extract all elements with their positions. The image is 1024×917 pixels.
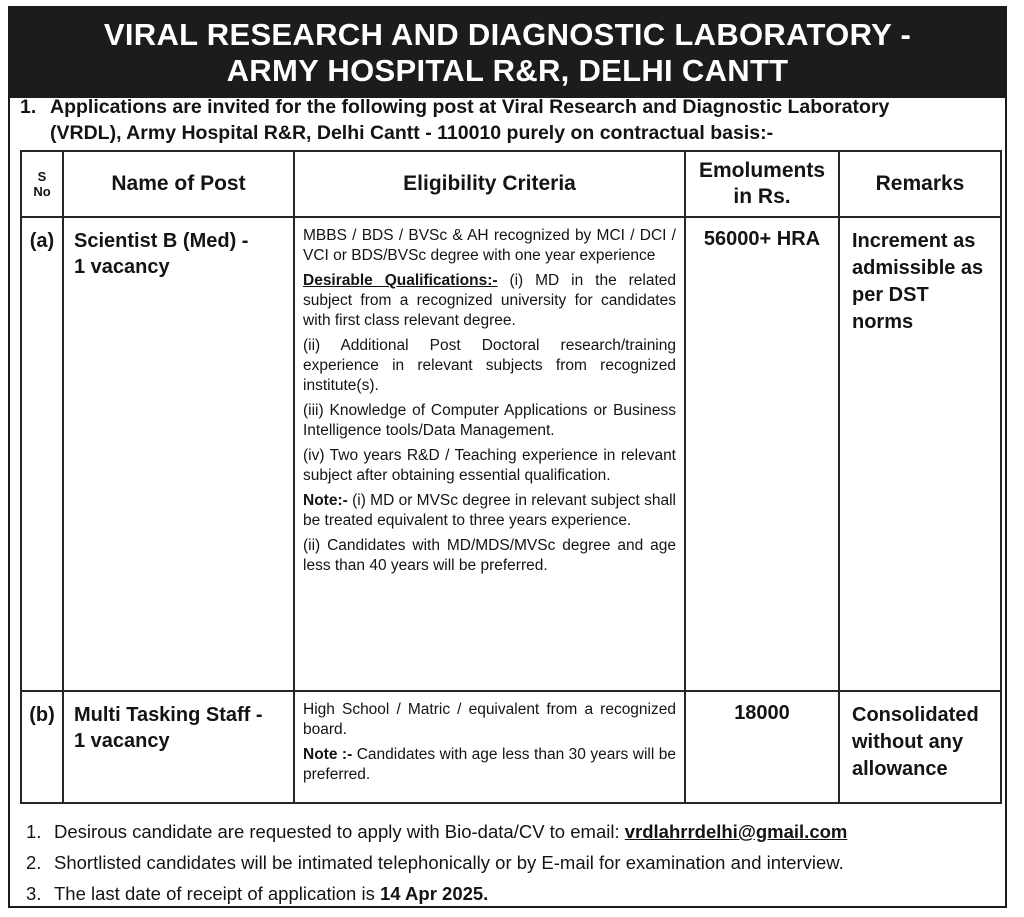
row-post: Scientist B (Med) - 1 vacancy: [63, 217, 294, 691]
criteria-note: Note:- (i) MD or MVSc degree in relevant subject shall be treated equivalent to three years experience.: [303, 492, 676, 529]
intro-line1: Applications are invited for the following post at Viral Research and Diagnostic Laboratory: [50, 96, 890, 118]
row-emoluments: 56000+ HRA: [685, 217, 839, 691]
criteria-essential: High School / Matric / equivalent from a recognized board.: [303, 701, 676, 738]
header-title-line2: ARMY HOSPITAL R&R, DELHI CANTT: [226, 53, 789, 88]
criteria-desirable: Desirable Qualifications:- (i) MD in the related subject from a recognized university for candidates with first class relevant degree.: [303, 272, 676, 329]
table-row: [21, 691, 1001, 803]
criteria-desirable-2: (ii) Additional Post Doctoral research/training experience in relevant subjects from recognized institute(s).: [303, 337, 676, 394]
criteria-desirable-4: (iv) Two years R&D / Teaching experience in relevant subject after obtaining essential qualification.: [303, 447, 676, 484]
row-remarks: Consolidated without any allowance: [839, 691, 1001, 803]
email-link[interactable]: vrdlahrrdelhi@gmail.com: [624, 821, 848, 842]
col-header-remarks: Remarks: [839, 151, 1001, 217]
col-header-emoluments: Emoluments in Rs.: [685, 151, 839, 217]
row-criteria: [294, 217, 685, 691]
criteria-note: Note :- Candidates with age less than 30 years will be preferred.: [303, 746, 677, 783]
list-item: 2. Shortlisted candidates will be intimated telephonically or by E-mail for examination and interview.: [26, 852, 844, 873]
row-emoluments: 18000: [685, 691, 839, 803]
last-date: 14 Apr 2025.: [380, 883, 489, 904]
list-item: 1. Desirous candidate are requested to apply with Bio-data/CV to email: vrdlahrrdelhi@gmail.com: [26, 821, 848, 842]
table-row: [21, 217, 1001, 691]
row-sno: (b): [21, 691, 63, 803]
intro-line2: (VRDL), Army Hospital R&R, Delhi Cantt - 110010 purely on contractual basis:-: [50, 122, 774, 144]
col-header-post: Name of Post: [63, 151, 294, 217]
advertisement: [8, 6, 1007, 908]
criteria-note-2: (ii) Candidates with MD/MDS/MVSc degree and age less than 40 years will be preferred.: [303, 537, 676, 574]
criteria-desirable-3: (iii) Knowledge of Computer Applications or Business Intelligence tools/Data Management.: [303, 402, 676, 439]
table-header-row: [21, 151, 1001, 217]
col-header-sno: S No: [21, 151, 63, 217]
header-banner: [10, 8, 1005, 98]
vacancy-table: [20, 150, 1002, 804]
row-criteria: [294, 691, 685, 803]
row-post: Multi Tasking Staff - 1 vacancy: [63, 691, 294, 803]
criteria-essential: MBBS / BDS / BVSc & AH recognized by MCI / DCI / VCI or BDS/BVSc degree with one year experience: [303, 227, 676, 264]
row-remarks: Increment as admissible as per DST norms: [839, 217, 1001, 691]
notes-list: [20, 816, 1000, 909]
header-title-line1: VIRAL RESEARCH AND DIAGNOSTIC LABORATORY -: [103, 17, 912, 52]
col-header-criteria: Eligibility Criteria: [294, 151, 685, 217]
intro-paragraph: [20, 94, 1000, 146]
list-item: 3. The last date of receipt of application is 14 Apr 2025.: [26, 883, 489, 904]
intro-number: 1.: [20, 96, 37, 118]
row-sno: (a): [21, 217, 63, 691]
